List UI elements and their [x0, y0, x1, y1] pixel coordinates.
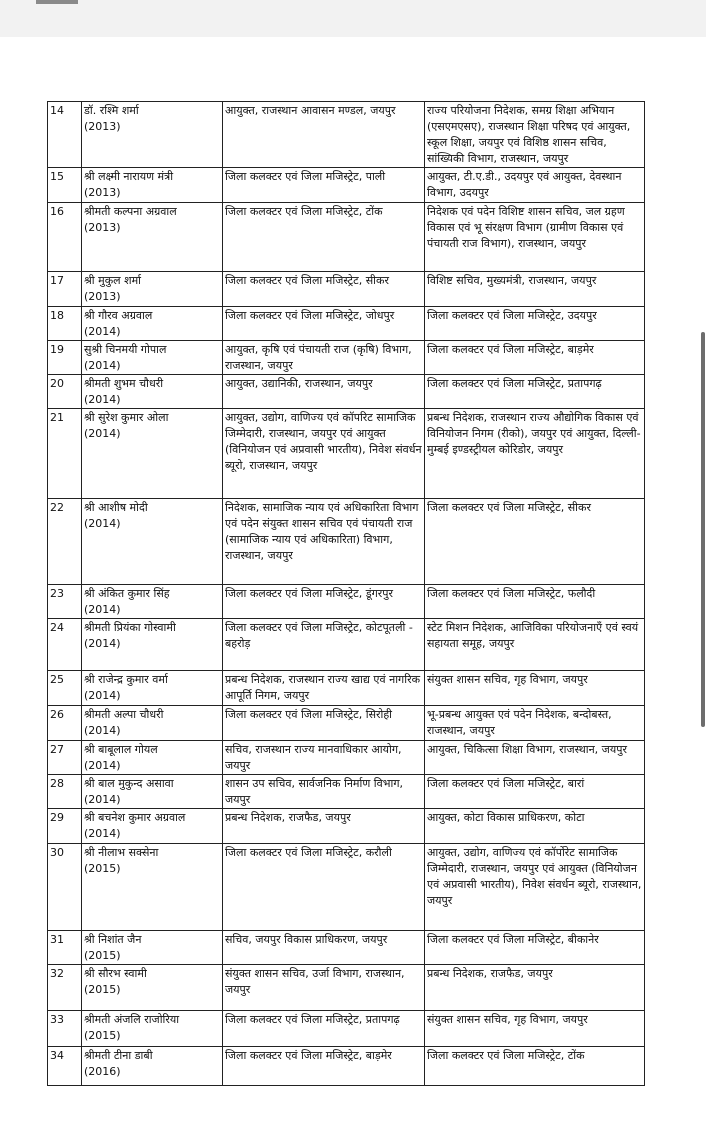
officer-cell	[82, 272, 223, 307]
officer-batch-year: (2014)	[84, 427, 121, 440]
table-row	[48, 1011, 645, 1047]
current-posting: जिला कलक्टर एवं जिला मजिस्ट्रेट, जोधपुर	[225, 309, 395, 322]
new-posting: स्टेट मिशन निदेशक, आजिविका परियोजनाएँ एवं स्वयं सहायता समूह, जयपुर	[427, 621, 639, 650]
current-posting: आयुक्त, राजस्थान आवासन मण्डल, जयपुर	[225, 104, 396, 117]
officer-batch-year: (2014)	[84, 724, 121, 737]
officer-batch-year: (2015)	[84, 949, 121, 962]
current-posting-cell	[223, 409, 425, 499]
new-posting-cell	[425, 965, 645, 1011]
new-posting-cell	[425, 775, 645, 809]
officer-name: श्री सुरेश कुमार ओला	[84, 411, 169, 424]
current-posting: आयुक्त, कृषि एवं पंचायती राज (कृषि) विभाग, राजस्थान, जयपुर	[225, 343, 412, 372]
serial-number-cell	[48, 741, 82, 775]
serial-number: 28	[50, 777, 64, 790]
current-posting-cell	[223, 168, 425, 203]
current-posting-cell	[223, 272, 425, 307]
officer-cell	[82, 168, 223, 203]
serial-number-cell	[48, 844, 82, 931]
officer-name: श्री बचनेश कुमार अग्रवाल	[84, 811, 186, 824]
serial-number-cell	[48, 809, 82, 844]
officer-batch-year: (2013)	[84, 120, 121, 133]
officer-batch-year: (2014)	[84, 793, 121, 806]
new-posting: निदेशक एवं पदेन विशिष्ट शासन सचिव, जल ग्रहण विकास एवं भू संरक्षण विभाग (ग्रामीण विकास एवं पंचायती राज विभाग), राजस्थान, जयपुर	[427, 205, 625, 250]
officer-batch-year: (2014)	[84, 359, 121, 372]
current-posting: जिला कलक्टर एवं जिला मजिस्ट्रेट, पाली	[225, 170, 386, 183]
table-row	[48, 203, 645, 272]
serial-number: 21	[50, 411, 64, 424]
current-posting-cell	[223, 203, 425, 272]
viewer-toolbar	[0, 0, 706, 37]
officer-batch-year: (2013)	[84, 290, 121, 303]
current-posting-cell	[223, 671, 425, 706]
new-posting: आयुक्त, टी.ए.डी., उदयपुर एवं आयुक्त, देवस्थान विभाग, उदयपुर	[427, 170, 622, 199]
officer-name: श्री गौरव अग्रवाल	[84, 309, 153, 322]
officer-name: श्रीमती प्रियंका गोस्वामी	[84, 621, 176, 634]
officer-cell	[82, 844, 223, 931]
serial-number: 22	[50, 501, 64, 514]
current-posting: प्रबन्ध निदेशक, राजस्थान राज्य खाद्य एवं नागरिक आपूर्ति निगम, जयपुर	[225, 673, 421, 702]
officer-name: श्रीमती अल्पा चौधरी	[84, 708, 164, 721]
new-posting-cell	[425, 844, 645, 931]
officer-cell	[82, 1047, 223, 1086]
serial-number: 19	[50, 343, 64, 356]
table-row	[48, 585, 645, 619]
serial-number-cell	[48, 585, 82, 619]
officer-name: श्रीमती अंजलि राजोरिया	[84, 1013, 180, 1026]
serial-number-cell	[48, 1047, 82, 1086]
serial-number-cell	[48, 341, 82, 375]
new-posting-cell	[425, 671, 645, 706]
new-posting-cell	[425, 931, 645, 965]
serial-number: 27	[50, 743, 64, 756]
serial-number-cell	[48, 1011, 82, 1047]
table-row	[48, 706, 645, 741]
officer-cell	[82, 619, 223, 671]
current-posting: जिला कलक्टर एवं जिला मजिस्ट्रेट, बाड़मेर	[225, 1049, 392, 1062]
current-posting: जिला कलक्टर एवं जिला मजिस्ट्रेट, टोंक	[225, 205, 383, 218]
new-posting-cell	[425, 341, 645, 375]
new-posting-cell	[425, 585, 645, 619]
current-posting-cell	[223, 775, 425, 809]
officer-name: श्रीमती शुभम चौधरी	[84, 377, 164, 390]
current-posting-cell	[223, 307, 425, 341]
officer-name: श्रीमती टीना डाबी	[84, 1049, 153, 1062]
officer-batch-year: (2014)	[84, 637, 121, 650]
serial-number-cell	[48, 272, 82, 307]
current-posting-cell	[223, 809, 425, 844]
new-posting: जिला कलक्टर एवं जिला मजिस्ट्रेट, उदयपुर	[427, 309, 597, 322]
new-posting-cell	[425, 1011, 645, 1047]
new-posting: संयुक्त शासन सचिव, गृह विभाग, जयपुर	[427, 673, 588, 686]
current-posting: आयुक्त, उद्योग, वाणिज्य एवं कॉपरिट सामाजिक जिम्मेदारी, राजस्थान, जयपुर एवं आयुक्त (विनियोजन एवं अप्रवासी भारतीय), निवेश संवर्धन ब्यूरो, राजस्थान, जयपुर	[225, 411, 422, 472]
new-posting-cell	[425, 499, 645, 585]
current-posting: जिला कलक्टर एवं जिला मजिस्ट्रेट, सीकर	[225, 274, 389, 287]
table-row	[48, 272, 645, 307]
officer-cell	[82, 706, 223, 741]
new-posting: जिला कलक्टर एवं जिला मजिस्ट्रेट, प्रतापगढ़	[427, 377, 602, 390]
transfer-table	[47, 101, 645, 1086]
new-posting-cell	[425, 409, 645, 499]
officer-batch-year: (2014)	[84, 827, 121, 840]
officer-batch-year: (2014)	[84, 517, 121, 530]
officer-cell	[82, 1011, 223, 1047]
scrollbar-track[interactable]	[700, 37, 706, 1123]
current-posting: संयुक्त शासन सचिव, उर्जा विभाग, राजस्थान, जयपुर	[225, 967, 405, 996]
transfer-table-body	[48, 102, 645, 1086]
serial-number: 34	[50, 1049, 64, 1062]
officer-cell	[82, 775, 223, 809]
current-posting-cell	[223, 1011, 425, 1047]
table-row	[48, 671, 645, 706]
officer-batch-year: (2014)	[84, 759, 121, 772]
serial-number: 24	[50, 621, 64, 634]
serial-number: 15	[50, 170, 64, 183]
officer-cell	[82, 585, 223, 619]
officer-name: श्री अंकित कुमार सिंह	[84, 587, 170, 600]
serial-number: 30	[50, 846, 64, 859]
current-posting-cell	[223, 1047, 425, 1086]
serial-number-cell	[48, 619, 82, 671]
serial-number: 18	[50, 309, 64, 322]
current-posting-cell	[223, 375, 425, 409]
serial-number-cell	[48, 775, 82, 809]
serial-number: 32	[50, 967, 64, 980]
scrollbar-thumb[interactable]	[701, 332, 705, 727]
officer-cell	[82, 809, 223, 844]
toolbar-tab-indicator	[36, 0, 78, 4]
new-posting: संयुक्त शासन सचिव, गृह विभाग, जयपुर	[427, 1013, 588, 1026]
serial-number-cell	[48, 409, 82, 499]
current-posting: शासन उप सचिव, सार्वजनिक निर्माण विभाग, जयपुर	[225, 777, 404, 806]
new-posting: जिला कलक्टर एवं जिला मजिस्ट्रेट, सीकर	[427, 501, 591, 514]
new-posting: विशिष्ट सचिव, मुख्यमंत्री, राजस्थान, जयपुर	[427, 274, 597, 287]
current-posting-cell	[223, 844, 425, 931]
new-posting-cell	[425, 741, 645, 775]
current-posting-cell	[223, 585, 425, 619]
serial-number-cell	[48, 706, 82, 741]
officer-batch-year: (2015)	[84, 1029, 121, 1042]
table-row	[48, 809, 645, 844]
serial-number: 20	[50, 377, 64, 390]
current-posting: जिला कलक्टर एवं जिला मजिस्ट्रेट, डूंगरपुर	[225, 587, 394, 600]
officer-name: श्री लक्ष्मी नारायण मंत्री	[84, 170, 174, 183]
current-posting: आयुक्त, उद्यानिकी, राजस्थान, जयपुर	[225, 377, 373, 390]
officer-cell	[82, 965, 223, 1011]
officer-name: श्री नीलाभ सक्सेना	[84, 846, 159, 859]
current-posting-cell	[223, 706, 425, 741]
officer-cell	[82, 102, 223, 168]
new-posting-cell	[425, 168, 645, 203]
new-posting: आयुक्त, उद्योग, वाणिज्य एवं कॉर्पोरेट सामाजिक जिम्मेदारी, राजस्थान, जयपुर एवं आयुक्त (विनियोजन एवं अप्रवासी भारतीय), निवेश संवर्धन ब्यूरो, राजस्थान, जयपुर	[427, 846, 642, 907]
current-posting: जिला कलक्टर एवं जिला मजिस्ट्रेट, कोटपूतली - बहरोड़	[225, 621, 413, 650]
serial-number: 14	[50, 104, 64, 117]
officer-name: श्री निशांत जैन	[84, 933, 142, 946]
officer-cell	[82, 741, 223, 775]
serial-number: 33	[50, 1013, 64, 1026]
table-row	[48, 965, 645, 1011]
officer-cell	[82, 203, 223, 272]
officer-cell	[82, 375, 223, 409]
table-row	[48, 375, 645, 409]
officer-cell	[82, 307, 223, 341]
current-posting: सचिव, जयपुर विकास प्राधिकरण, जयपुर	[225, 933, 388, 946]
serial-number: 26	[50, 708, 64, 721]
table-row	[48, 619, 645, 671]
new-posting: जिला कलक्टर एवं जिला मजिस्ट्रेट, बाड़मेर	[427, 343, 594, 356]
new-posting: जिला कलक्टर एवं जिला मजिस्ट्रेट, फलौदी	[427, 587, 596, 600]
current-posting-cell	[223, 931, 425, 965]
table-row	[48, 409, 645, 499]
new-posting: आयुक्त, चिकित्सा शिक्षा विभाग, राजस्थान, जयपुर	[427, 743, 627, 756]
new-posting-cell	[425, 809, 645, 844]
serial-number-cell	[48, 102, 82, 168]
serial-number-cell	[48, 965, 82, 1011]
officer-name: श्री आशीष मोदी	[84, 501, 148, 514]
officer-batch-year: (2013)	[84, 221, 121, 234]
current-posting: जिला कलक्टर एवं जिला मजिस्ट्रेट, सिरोही	[225, 708, 393, 721]
serial-number: 31	[50, 933, 64, 946]
officer-cell	[82, 409, 223, 499]
current-posting-cell	[223, 741, 425, 775]
table-row	[48, 102, 645, 168]
current-posting-cell	[223, 102, 425, 168]
serial-number-cell	[48, 203, 82, 272]
officer-name: सुश्री चिनमयी गोपाल	[84, 343, 167, 356]
officer-batch-year: (2015)	[84, 862, 121, 875]
table-row	[48, 1047, 645, 1086]
new-posting: राज्य परियोजना निदेशक, समग्र शिक्षा अभियान (एसएमएसए), राजस्थान शिक्षा परिषद एवं आयुक्त, स्कूल शिक्षा, जयपुर एवं विशिष्ठ शासन सचिव, सांख्यिकी विभाग, राजस्थान, जयपुर	[427, 104, 631, 165]
officer-name: श्री बाबूलाल गोयल	[84, 743, 158, 756]
new-posting-cell	[425, 706, 645, 741]
officer-name: श्रीमती कल्पना अग्रवाल	[84, 205, 177, 218]
table-row	[48, 844, 645, 931]
table-row	[48, 499, 645, 585]
new-posting-cell	[425, 272, 645, 307]
current-posting-cell	[223, 341, 425, 375]
officer-batch-year: (2014)	[84, 603, 121, 616]
table-row	[48, 168, 645, 203]
current-posting: प्रबन्ध निदेशक, राजफैड, जयपुर	[225, 811, 351, 824]
table-row	[48, 341, 645, 375]
new-posting: जिला कलक्टर एवं जिला मजिस्ट्रेट, बीकानेर	[427, 933, 599, 946]
serial-number-cell	[48, 307, 82, 341]
officer-name: श्री मुकुल शर्मा	[84, 274, 142, 287]
officer-cell	[82, 499, 223, 585]
officer-cell	[82, 931, 223, 965]
current-posting: निदेशक, सामाजिक न्याय एवं अधिकारिता विभाग एवं पदेन संयुक्त शासन सचिव एवं पंचायती राज (सामाजिक न्याय एवं अधिकारिता) विभाग, राजस्थान, जयपुर	[225, 501, 419, 562]
current-posting-cell	[223, 499, 425, 585]
officer-cell	[82, 671, 223, 706]
officer-name: श्री राजेन्द्र कुमार वर्मा	[84, 673, 168, 686]
table-row	[48, 775, 645, 809]
serial-number-cell	[48, 375, 82, 409]
current-posting-cell	[223, 965, 425, 1011]
serial-number: 17	[50, 274, 64, 287]
new-posting: भू-प्रबन्ध आयुक्त एवं पदेन निदेशक, बन्दोबस्त, राजस्थान, जयपुर	[427, 708, 612, 737]
new-posting-cell	[425, 203, 645, 272]
officer-name: श्री बाल मुकुन्द असावा	[84, 777, 174, 790]
current-posting: सचिव, राजस्थान राज्य मानवाधिकार आयोग, जयपुर	[225, 743, 402, 772]
table-row	[48, 931, 645, 965]
officer-batch-year: (2014)	[84, 325, 121, 338]
new-posting-cell	[425, 307, 645, 341]
serial-number: 16	[50, 205, 64, 218]
current-posting-cell	[223, 619, 425, 671]
current-posting: जिला कलक्टर एवं जिला मजिस्ट्रेट, प्रतापगढ़	[225, 1013, 400, 1026]
officer-batch-year: (2014)	[84, 689, 121, 702]
serial-number: 29	[50, 811, 64, 824]
serial-number: 25	[50, 673, 64, 686]
new-posting-cell	[425, 375, 645, 409]
officer-batch-year: (2014)	[84, 393, 121, 406]
table-row	[48, 741, 645, 775]
new-posting: प्रबन्ध निदेशक, राजफैड, जयपुर	[427, 967, 553, 980]
new-posting: आयुक्त, कोटा विकास प्राधिकरण, कोटा	[427, 811, 585, 824]
serial-number-cell	[48, 931, 82, 965]
officer-name: श्री सौरभ स्वामी	[84, 967, 147, 980]
new-posting-cell	[425, 619, 645, 671]
table-row	[48, 307, 645, 341]
serial-number: 23	[50, 587, 64, 600]
new-posting: प्रबन्ध निदेशक, राजस्थान राज्य औद्योगिक विकास एवं विनियोजन निगम (रीको), जयपुर एवं आयुक्त, दिल्ली-मुम्बई इण्डस्ट्रीयल कोरिडोर, जयपुर	[427, 411, 641, 456]
officer-batch-year: (2015)	[84, 983, 121, 996]
serial-number-cell	[48, 671, 82, 706]
current-posting: जिला कलक्टर एवं जिला मजिस्ट्रेट, करौली	[225, 846, 392, 859]
officer-cell	[82, 341, 223, 375]
serial-number-cell	[48, 499, 82, 585]
new-posting-cell	[425, 102, 645, 168]
new-posting: जिला कलक्टर एवं जिला मजिस्ट्रेट, बारां	[427, 777, 585, 790]
serial-number-cell	[48, 168, 82, 203]
officer-name: डॉ. रश्मि शर्मा	[84, 104, 139, 117]
officer-batch-year: (2016)	[84, 1065, 121, 1078]
officer-batch-year: (2013)	[84, 186, 121, 199]
new-posting: जिला कलक्टर एवं जिला मजिस्ट्रेट, टोंक	[427, 1049, 585, 1062]
new-posting-cell	[425, 1047, 645, 1086]
